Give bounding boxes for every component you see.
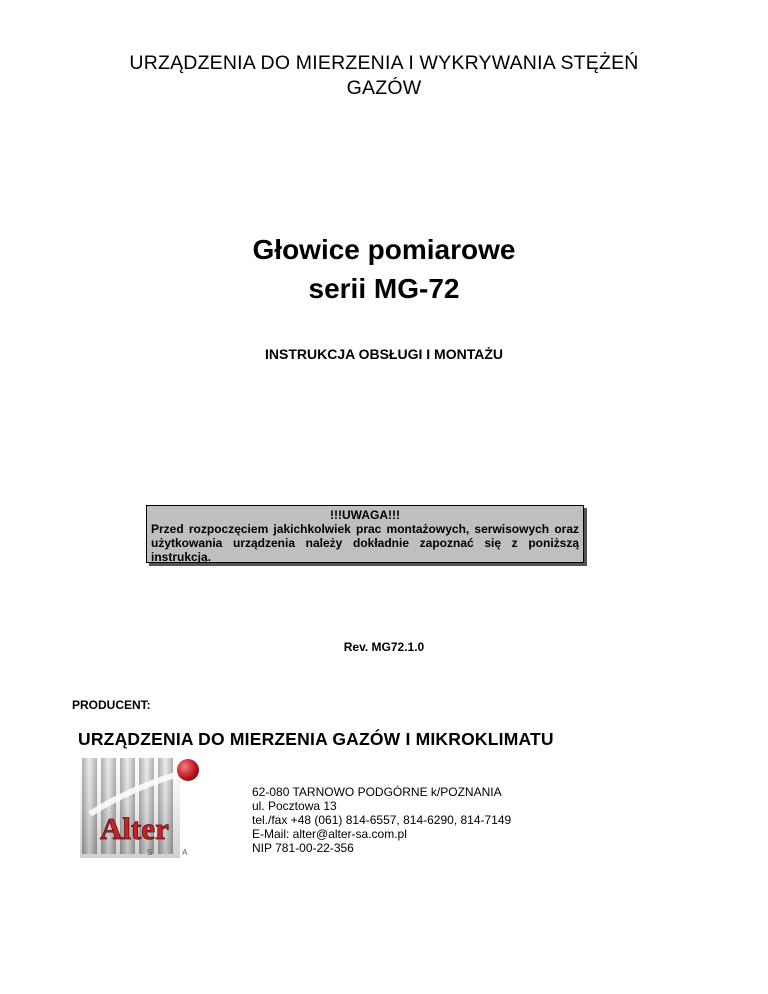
nip-number: NIP 781-00-22-356 xyxy=(252,841,354,855)
document-title-line-1: Głowice pomiarowe xyxy=(252,234,516,265)
producer-name: URZĄDZENIA DO MIERZENIA GAZÓW I MIKROKLIMATU xyxy=(78,729,554,749)
document-title xyxy=(84,230,684,308)
warning-text: Przed rozpoczęciem jakichkolwiek prac montażowych, serwisowych oraz użytkowania urządzenia należy dokładnie zapoznać się z poniższą instrukcją. xyxy=(151,522,579,564)
email: E-Mail: alter@alter-sa.com.pl xyxy=(252,827,407,841)
producer-label: PRODUCENT: xyxy=(72,698,151,712)
header-title xyxy=(60,51,708,101)
revision-number: Rev. MG72.1.0 xyxy=(343,640,425,654)
address-line-1: 62-080 TARNOWO PODGÓRNE k/POZNANIA xyxy=(252,785,502,799)
warning-box xyxy=(146,505,584,563)
alter-logo xyxy=(80,754,208,858)
address-line-2: ul. Pocztowa 13 xyxy=(252,799,337,813)
logo-subtext: S A xyxy=(147,848,202,857)
contact-info xyxy=(252,785,511,855)
header-title-line-1: URZĄDZENIA DO MIERZENIA I WYKRYWANIA STĘŻEŃ xyxy=(129,52,639,74)
document-title-line-2: serii MG-72 xyxy=(308,273,460,304)
phone-fax: tel./fax +48 (061) 814-6557, 814-6290, 814-7149 xyxy=(252,813,512,827)
logo-ball xyxy=(177,759,199,781)
header-title-line-2: GAZÓW xyxy=(346,77,422,99)
document-subtitle: INSTRUKCJA OBSŁUGI I MONTAŻU xyxy=(265,346,503,362)
warning-heading: !!!UWAGA!!! xyxy=(330,508,400,522)
logo-text: Alter xyxy=(100,811,169,846)
